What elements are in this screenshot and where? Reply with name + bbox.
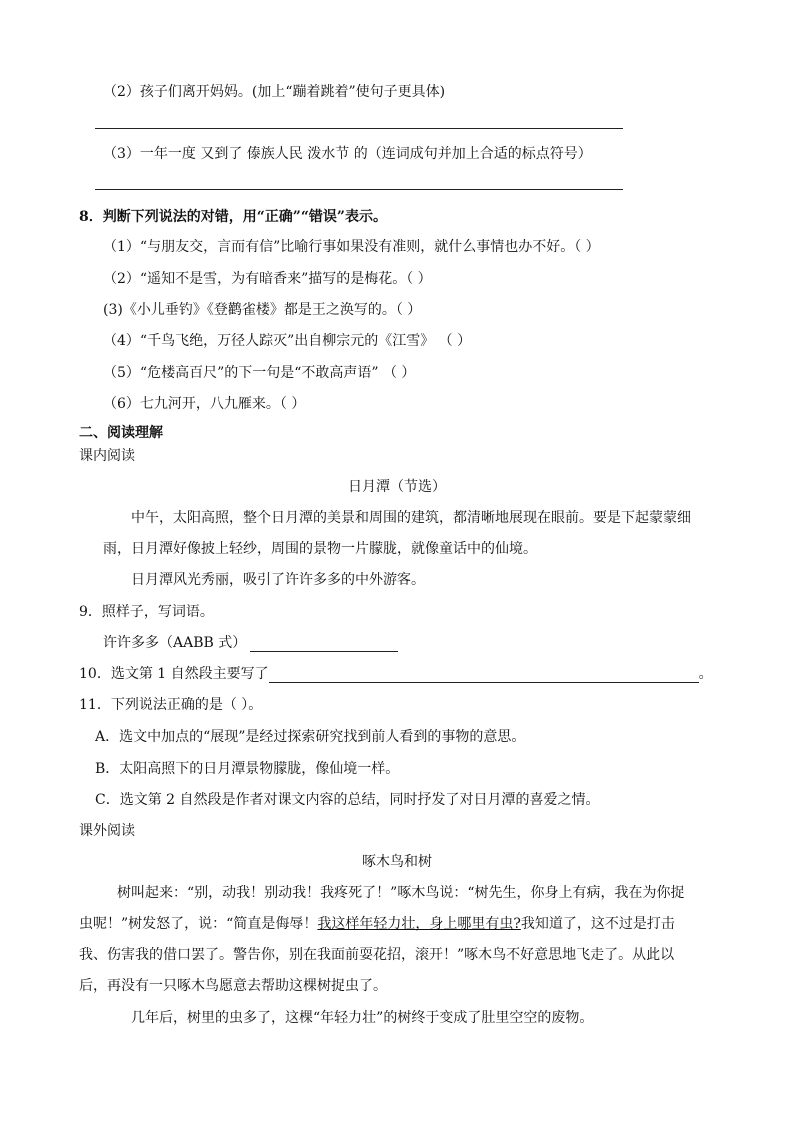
q10-answer-blank[interactable] (269, 668, 699, 683)
q8-item-5: （5）“危楼高百尺”的下一句是“不敢高声语” （ ） (103, 365, 416, 381)
passage2-line-1: 树叫起来：“别，动我！别动我！我疼死了！”啄木鸟说：“树先生，你身上有病，我在为你捉 (117, 885, 685, 901)
passage1-para-2: 日月潭风光秀丽，吸引了许许多多的中外游客。 (131, 572, 425, 588)
q10-prefix: 10．选文第 1 自然段主要写了 (79, 666, 269, 682)
passage2-line-4: 后，再没有一只啄木鸟愿意去帮助这棵树捉虫了。 (79, 978, 387, 994)
section-heading: 二、阅读理解 (79, 425, 163, 441)
q8-item-6: （6）七九河开，八九雁来。（ ） (103, 396, 306, 412)
q8-item-1: （1）“与朋友交，言而有信”比喻行事如果没有准则，就什么事情也办不好。（ ） (103, 239, 600, 255)
passage2-para-2: 几年后，树里的虫多了，这棵“年轻力壮”的树终于变成了肚里空空的废物。 (131, 1010, 594, 1026)
q11-option-a: A．选文中加点的“展现”是经过探索研究找到前人看到的事物的意思。 (95, 729, 526, 745)
inclass-reading-label: 课内阅读 (79, 448, 135, 464)
passage2-line-2 (79, 915, 675, 933)
q10-line (79, 665, 713, 683)
q7-item-2: （2）孩子们离开妈妈。(加上“蹦着跳着”使句子更具体) (103, 84, 446, 100)
q9-example-text: 许许多多（AABB 式） (103, 635, 247, 651)
q7-item-3-answer-line[interactable] (95, 189, 623, 190)
q11-title: 11．下列说法正确的是（ ）。 (79, 697, 263, 713)
q8-item-2: （2）“遥知不是雪，为有暗香来”描写的是梅花。（ ） (103, 271, 432, 287)
passage1-title: 日月潭（节选） (348, 479, 446, 495)
q10-suffix: 。 (698, 666, 713, 682)
q8-item-4: （4）“千鸟飞绝，万径人踪灭”出自柳宗元的《江雪》 （ ） (103, 333, 472, 349)
passage1-line-1: 中午，太阳高照，整个日月潭的美景和周围的建筑，都清晰地展现在眼前。要是下起蒙蒙细 (131, 510, 691, 526)
q8-title: 8．判断下列说法的对错，用“正确”“错误”表示。 (79, 209, 387, 225)
passage1-line-2: 雨，日月潭好像披上轻纱，周围的景物一片朦胧，就像童话中的仙境。 (103, 541, 537, 557)
passage2-line-2-end: 我知道了，这不过是打击 (520, 916, 675, 932)
q9-example (103, 634, 398, 652)
q8-item-3: (3)《小儿垂钓》《登鹳雀楼》都是王之涣写的。（ ） (103, 302, 422, 318)
passage2-line-2-start: 虫呢！”树发怒了，说：“简直是侮辱！ (79, 916, 318, 932)
extracurricular-reading-label: 课外阅读 (79, 823, 135, 839)
q7-item-3: （3）一年一度 又到了 傣族人民 泼水节 的（连词成句并加上合适的标点符号） (103, 146, 592, 162)
passage2-line-3: 我、伤害我的借口罢了。警告你，别在我面前耍花招，滚开！”啄木鸟不好意思地飞走了。从此以 (79, 947, 675, 963)
q11-option-b: B．太阳高照下的日月潭景物朦胧，像仙境一样。 (95, 761, 400, 777)
q7-item-2-answer-line[interactable] (95, 128, 623, 129)
q9-answer-blank[interactable] (250, 637, 398, 652)
passage2-underlined-sentence: 我这样年轻力壮，身上哪里有虫? (317, 916, 521, 932)
q9-title: 9．照样子，写词语。 (79, 604, 214, 620)
q11-option-c: C．选文第 2 自然段是作者对课文内容的总结，同时抒发了对日月潭的喜爱之情。 (95, 792, 600, 808)
passage2-title: 啄木鸟和树 (362, 854, 432, 870)
